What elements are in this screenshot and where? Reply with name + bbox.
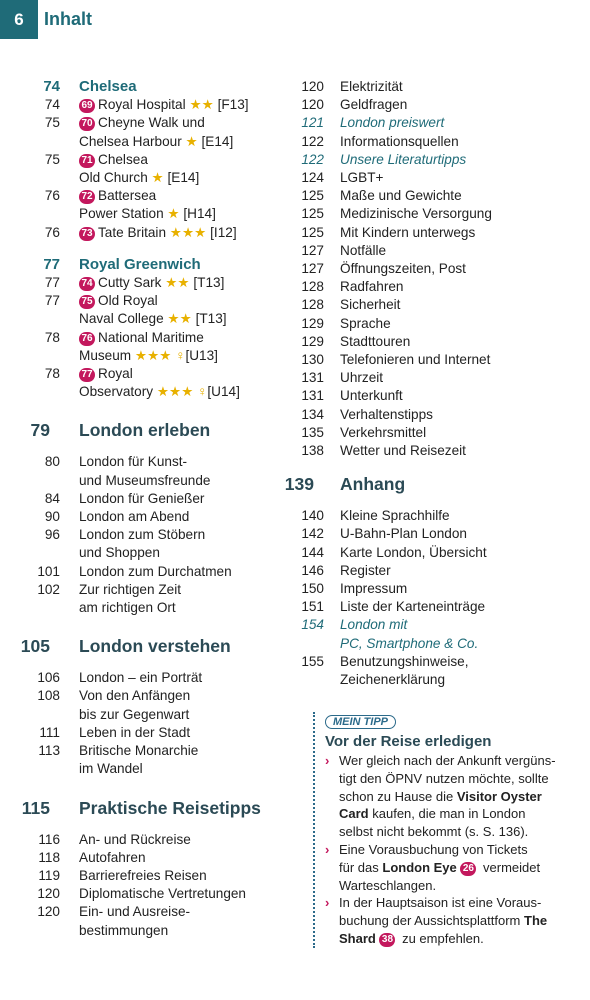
toc-entry[interactable]: 101 London zum Durchatmen (37, 563, 232, 579)
poi-badge: 38 (379, 933, 395, 947)
star-rating-icon: ★★★ (134, 347, 172, 363)
toc-entry[interactable]: 131 Unterkunft (301, 388, 403, 404)
toc-entry[interactable]: 138 Wetter und Reisezeit (301, 443, 466, 459)
chevron-right-icon: › (325, 841, 330, 857)
toc-entry[interactable]: 129 Stadttouren (301, 333, 411, 349)
toc-column-right (284, 78, 580, 689)
poi-badge: 74 (79, 277, 95, 291)
toc-entry[interactable]: 106 London – ein Porträt (37, 670, 203, 686)
star-rating-icon: ★★ (167, 311, 192, 327)
tip-box (313, 712, 570, 948)
toc-entry[interactable]: 146 Register (301, 562, 391, 578)
toc-entry[interactable]: 78 77 Royal Observatory ★★★ ♀[U14] (44, 366, 240, 400)
page-title: Inhalt (44, 9, 92, 29)
toc-section-greenwich[interactable]: 77 Royal Greenwich (43, 255, 201, 273)
toc-entry[interactable]: 144 Karte London, Übersicht (301, 544, 487, 560)
poi-badge: 72 (79, 190, 95, 204)
star-rating-icon: ★★★ (169, 224, 207, 240)
toc-entry[interactable]: 76 72 Battersea Power Station ★ [H14] (44, 188, 216, 222)
mein-tipp-logo: MEIN TIPP (325, 715, 396, 729)
toc-section-chelsea[interactable]: 74 Chelsea (43, 78, 137, 95)
toc-entry[interactable]: 75 70 Cheyne Walk und Chelsea Harbour ★ [E14] (44, 115, 234, 149)
toc-entry[interactable]: 116 An- und Rückreise (38, 831, 191, 847)
toc-entry[interactable]: 120 Elektrizität (301, 79, 403, 94)
toc-entry[interactable]: 140 Kleine Sprachhilfe (301, 508, 450, 524)
toc-entry[interactable]: 134 Verhaltenstipps (301, 406, 433, 422)
toc-entry[interactable]: 119 Barrierefreies Reisen (38, 867, 207, 883)
toc-list-anhang (290, 507, 580, 616)
toc-entry[interactable]: 124 LGBT+ (301, 170, 384, 186)
page-number: 6 (0, 0, 38, 39)
star-rating-icon: ★★ (189, 97, 214, 113)
toc-entry[interactable]: 120 Geldfragen (301, 97, 408, 113)
toc-entry[interactable]: 122 Informationsquellen (301, 133, 459, 149)
poi-badge: 26 (460, 862, 476, 876)
page-header (0, 0, 92, 39)
star-rating-icon: ★ (167, 206, 180, 222)
toc-entry[interactable]: 150 Impressum (301, 581, 408, 597)
poi-badge: 73 (79, 227, 95, 241)
tip-item: › Wer gleich nach der Ankunft vergüns- tigt den ÖPNV nutzen möchte, sollte schon zu Hause die Visitor Oyster Card kaufen, die man in London selbst nicht bekommt (s. S. 136). (325, 753, 556, 840)
chevron-right-icon: › (325, 753, 330, 768)
toc-entry[interactable]: 111 Leben in der Stadt (39, 724, 191, 740)
tip-heading: Vor der Reise erledigen (325, 733, 492, 750)
toc-entry[interactable]: 75 71 Chelsea Old Church ★ [E14] (44, 151, 200, 186)
toc-entry[interactable]: 77 75 Old Royal Naval College ★★ [T13] (44, 293, 227, 327)
toc-entry[interactable]: 125 Medizinische Versorgung (301, 206, 492, 222)
child-friendly-icon: ♀ (197, 384, 208, 400)
toc-entry[interactable]: 135 Verkehrsmittel (301, 424, 427, 440)
toc-entry[interactable]: 118 Autofahren (38, 849, 146, 865)
toc-entry[interactable]: 90 London am Abend (44, 509, 190, 525)
toc-entry[interactable]: 155 Benutzungshinweise, Zeichenerklärung (301, 653, 469, 688)
toc-entry[interactable]: 142 U-Bahn-Plan London (301, 526, 467, 542)
toc-entry[interactable]: 129 Sprache (301, 315, 391, 331)
toc-chapter-erleben[interactable]: 79 London erleben (30, 420, 211, 441)
poi-badge: 76 (79, 332, 95, 346)
toc-entry[interactable]: 120 Ein- und Ausreise- bestimmungen (37, 904, 191, 938)
toc-entry[interactable]: 120 Diplomatische Vertretungen (37, 886, 246, 902)
toc-entry[interactable]: 151 Liste der Karteneinträge (301, 599, 486, 615)
poi-badge: 77 (79, 368, 95, 382)
toc-entry[interactable]: 127 Notfälle (301, 242, 387, 258)
poi-badge: 71 (79, 154, 95, 168)
star-rating-icon: ★ (151, 170, 164, 186)
poi-badge: 70 (79, 117, 95, 131)
toc-entry[interactable]: 154 London mit PC, Smartphone & Co. (301, 617, 479, 651)
toc-chapter-anhang[interactable]: 139 Anhang (284, 474, 406, 495)
toc-entry[interactable]: 125 Maße und Gewichte (301, 188, 462, 204)
child-friendly-icon: ♀ (175, 347, 186, 363)
tip-item: › In der Hauptsaison ist eine Voraus- buchung der Aussichtsplattform The Shard 38 zu empfehlen. (325, 895, 548, 946)
tip-item: › Eine Vorausbuchung von Tickets für das London Eye 26 vermeidet Warteschlangen. (325, 841, 541, 893)
toc-entry[interactable]: 125 Mit Kindern unterwegs (301, 224, 476, 240)
star-rating-icon: ★★ (165, 275, 190, 291)
toc-entry[interactable]: 113 Britische Monarchie im Wandel (38, 743, 199, 777)
toc-entry[interactable]: 121 London preiswert (301, 115, 445, 131)
toc-entry[interactable]: 102 Zur richtigen Zeit am richtigen Ort (37, 581, 181, 616)
toc-entry[interactable]: 84 London für Genießer (44, 490, 205, 506)
toc-entry[interactable]: 122 Unsere Literaturtipps (301, 151, 467, 167)
toc-entry[interactable]: 80 London für Kunst- und Museumsfreunde (44, 454, 211, 488)
toc-entry[interactable]: 131 Uhrzeit (301, 370, 384, 386)
toc-entry[interactable]: 77 74 Cutty Sark ★★ [T13] (44, 275, 225, 291)
star-rating-icon: ★ (185, 133, 198, 149)
star-rating-icon: ★★★ (156, 384, 194, 400)
toc-entry[interactable]: 128 Sicherheit (301, 297, 401, 313)
toc-entry[interactable]: 74 69 Royal Hospital ★★ [F13] (44, 97, 249, 113)
toc-entry[interactable]: 108 Von den Anfängen bis zur Gegenwart (37, 688, 191, 722)
chevron-right-icon: › (325, 895, 330, 911)
toc-entry[interactable]: 130 Telefonieren und Internet (301, 352, 491, 368)
toc-entry[interactable]: 128 Radfahren (301, 279, 404, 295)
toc-entry[interactable]: 76 73 Tate Britain ★★★ [I12] (44, 224, 237, 240)
toc-column-left (20, 78, 279, 940)
toc-entry[interactable]: 78 76 National Maritime Museum ★★★ ♀[U13] (44, 329, 218, 363)
toc-list-reisetipps (290, 78, 580, 460)
poi-badge: 69 (79, 99, 95, 113)
toc-chapter-reisetipps[interactable]: 115 Praktische Reisetipps (21, 797, 261, 818)
poi-badge: 75 (79, 295, 95, 309)
toc-entry[interactable]: 127 Öffnungszeiten, Post (301, 261, 466, 277)
toc-chapter-verstehen[interactable]: 105 London verstehen (20, 636, 231, 657)
toc-entry[interactable]: 96 London zum Stöbern und Shoppen (44, 527, 206, 561)
